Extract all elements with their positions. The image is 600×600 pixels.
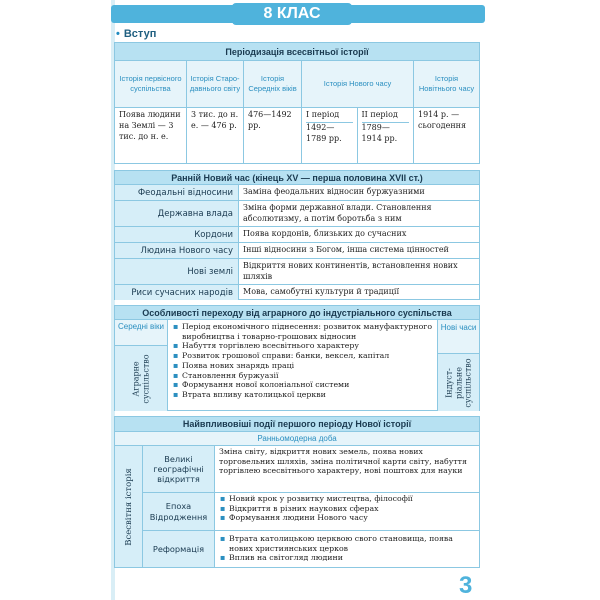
list-item: ▪ Відкриття в різних наукових сферах <box>219 504 475 514</box>
list-item: ▪ Втрата католицькою церквою свого становища, поява нових християнських церков <box>219 534 475 553</box>
row-label: Нові землі <box>115 259 239 284</box>
period-column <box>414 61 479 163</box>
event-label: Епоха Відродження <box>143 493 215 530</box>
middle-ages-head: Середні віки <box>115 320 168 346</box>
row-label: Кордони <box>115 227 239 242</box>
period-value: 476—1492 рр. <box>248 110 292 130</box>
row-text: Зміна форми державної влади. Становлення абсолютизму, а потім боротьба з ним <box>243 203 432 223</box>
event-label: Реформація <box>143 531 215 567</box>
row-text: Відкриття нових континентів, встановлення нових шляхів <box>243 261 458 281</box>
period-head: Історія Новітнього часу <box>414 61 479 108</box>
row-label: Людина Нового часу <box>115 243 239 258</box>
world-history-side <box>115 446 143 567</box>
table-row <box>115 185 479 201</box>
list-item: ▪ Втрата впливу католицької церкви <box>172 390 436 400</box>
period-head: Історія Нового часу <box>302 61 413 108</box>
table-row <box>115 285 479 300</box>
list-item: ▪ Розвиток грошової справи: банки, вексел, капітал <box>172 351 436 361</box>
row-text: Поява кордонів, близьких до сучасних <box>243 229 407 239</box>
list-item: ▪ Вплив на світогляд людини <box>219 553 475 563</box>
row-label: Державна влада <box>115 201 239 226</box>
period-column <box>115 61 187 163</box>
section-label-text: Вступ <box>123 28 157 40</box>
early-modern-title: Ранній Новий час (кінець XV — перша половина XVII ст.) <box>115 171 479 185</box>
period-sub-value: 1492—1789 рр. <box>306 122 342 143</box>
events-title: Найвпливовіші події першого періоду Нової історії <box>115 417 479 432</box>
period-sub-value: 1789—1914 рр. <box>361 122 398 143</box>
period-column <box>302 61 414 163</box>
industrial-side <box>437 354 479 411</box>
events-table <box>114 416 480 568</box>
transition-title: Особливості переходу від аграрного до індустріального суспільства <box>115 306 479 320</box>
table-row <box>115 227 479 243</box>
row-text: Мова, самобутні культури й традиції <box>243 287 400 297</box>
page-title: 8 КЛАС <box>232 3 352 25</box>
table-row <box>143 446 479 493</box>
new-times-head: Нові часи <box>437 320 479 354</box>
event-text: Зміна світу, відкриття нових земель, поява нових торговельних шляхів, зміна політичної карти світу, набуття торгівлею всесвітнього характеру, нові поштовх для науки <box>219 447 467 476</box>
list-item: ▪ Поява нових знарядь праці <box>172 361 436 371</box>
list-item: ▪ Набуття торгівлею всесвітнього характеру <box>172 341 436 351</box>
periodization-table <box>114 42 480 164</box>
world-history-label: Всесвітня історія <box>123 467 134 546</box>
table-row <box>143 493 479 531</box>
table-row <box>115 259 479 285</box>
event-list <box>215 493 479 530</box>
period-value: 3 тис. до н. е. — 476 р. <box>191 110 239 130</box>
row-label: Феодальні відносини <box>115 185 239 200</box>
agrarian-side <box>115 346 168 411</box>
events-subtitle: Ранньомодерна доба <box>115 432 479 446</box>
period-column <box>244 61 302 163</box>
agrarian-label: Аграрне суспільство <box>131 353 150 404</box>
industrial-label: Індуст-ріальне суспільство <box>444 357 473 408</box>
period-head: Історія Середніх віків <box>244 61 301 108</box>
row-label: Риси сучасних народів <box>115 285 239 300</box>
transition-list <box>172 322 436 400</box>
row-text: Заміна феодальних відносин буржуазними <box>243 187 425 197</box>
period-value: 1914 р. — сьогодення <box>418 110 467 130</box>
period-sub-label: I період <box>306 108 353 123</box>
transition-table <box>114 305 480 411</box>
period-sub-label: II період <box>362 108 410 123</box>
table-row <box>115 201 479 227</box>
period-head: Історія первісного суспільства <box>115 61 186 108</box>
bullet-icon: • <box>116 28 120 40</box>
section-label <box>116 28 156 40</box>
table-row <box>115 243 479 259</box>
row-text: Інші відносини з Богом, інша система цінностей <box>243 245 449 255</box>
table-row <box>143 531 479 567</box>
list-item: ▪ Період економічного піднесення: розвиток мануфактурного виробництва і товарно-грошових відносин <box>172 322 436 341</box>
period-head: Історія Старо-давнього світу <box>187 61 243 108</box>
list-item: ▪ Становлення буржуазії <box>172 371 436 381</box>
list-item: ▪ Новий крок у розвитку мистецтва, філософії <box>219 494 475 504</box>
list-item: ▪ Формування людини Нового часу <box>219 513 475 523</box>
event-list <box>215 531 479 567</box>
list-item: ▪ Формування нової колоніальної системи <box>172 380 436 390</box>
early-modern-table <box>114 170 480 300</box>
period-column <box>187 61 244 163</box>
event-label: Великі географічні відкриття <box>143 446 215 492</box>
period-value: Поява людини на Землі — 3 тис. до н. е. <box>119 110 181 141</box>
page-number: 3 <box>459 572 473 599</box>
periodization-title: Періодизація всесвітньої історії <box>115 43 479 61</box>
